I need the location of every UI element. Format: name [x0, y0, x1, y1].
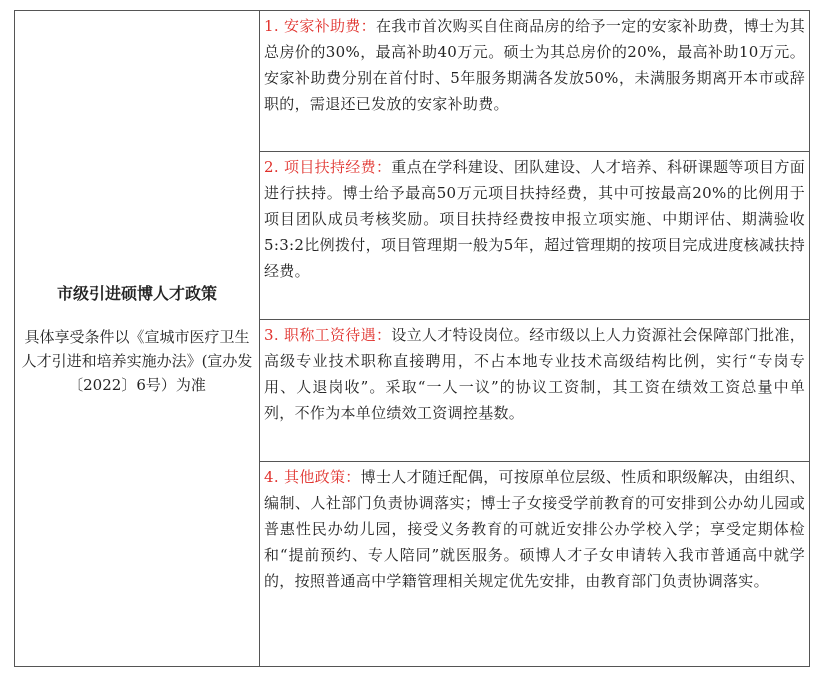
policy-item	[264, 154, 805, 284]
policy-label: 3. 职称工资待遇：	[264, 326, 392, 344]
policy-item	[264, 464, 805, 594]
policy-text: 博士人才随迁配偶，可按原单位层级、性质和职级解决，由组织、编制、人社部门负责协调落实；博士子女接受学前教育的可安排到公办幼儿园或普惠性民办幼儿园，接受义务教育的可就近安排公办学校入学；享受定期体检和“提前预约、专人陪同”就医服务。硕博人才子女申请转入我市普通高中就学的，按照普通高中学籍管理相关规定优先安排，由教育部门负责协调落实。	[264, 468, 805, 590]
policy-cell-title-salary	[260, 320, 810, 462]
policy-item	[264, 13, 805, 117]
policy-cell-other	[260, 462, 810, 667]
policy-summary-cell	[15, 11, 260, 667]
table-row	[15, 11, 810, 152]
policy-title: 市级引进硕博人才政策	[56, 283, 217, 303]
policy-text: 重点在学科建设、团队建设、人才培养、科研课题等项目方面进行扶持。博士给予最高50万元项目扶持经费，其中可按最高20%的比例用于项目团队成员考核奖励。项目扶持经费按申报立项实施、中期评估、期满验收5:3:2比例拨付，项目管理期一般为5年，超过管理期的按项目完成进度核减扶持经费。	[264, 158, 805, 280]
policy-cell-project-funding	[260, 152, 810, 320]
policy-table	[14, 10, 810, 667]
policy-text: 在我市首次购买自住商品房的给予一定的安家补助费，博士为其总房价的30%，最高补助40万元。硕士为其总房价的20%，最高补助10万元。安家补助费分别在首付时、5年服务期满各发放50%，未满服务期离开本市或辞职的，需退还已发放的安家补助费。	[264, 17, 806, 113]
policy-label: 4. 其他政策：	[264, 468, 361, 486]
policy-item	[264, 322, 805, 426]
policy-label: 1. 安家补助费：	[264, 17, 376, 35]
policy-label: 2. 项目扶持经费：	[264, 158, 392, 176]
policy-reference-note: 具体享受条件以《宣城市医疗卫生人才引进和培养实施办法》(宣办发〔2022〕6号）为准	[21, 327, 253, 394]
policy-text: 设立人才特设岗位。经市级以上人力资源社会保障部门批准，高级专业技术职称直接聘用，不占本地专业技术高级结构比例，实行“专岗专用、人退岗收”。采取“一人一议”的协议工资制，其工资在绩效工资总量中单列，不作为本单位绩效工资调控基数。	[264, 326, 805, 422]
policy-cell-housing	[260, 11, 810, 152]
